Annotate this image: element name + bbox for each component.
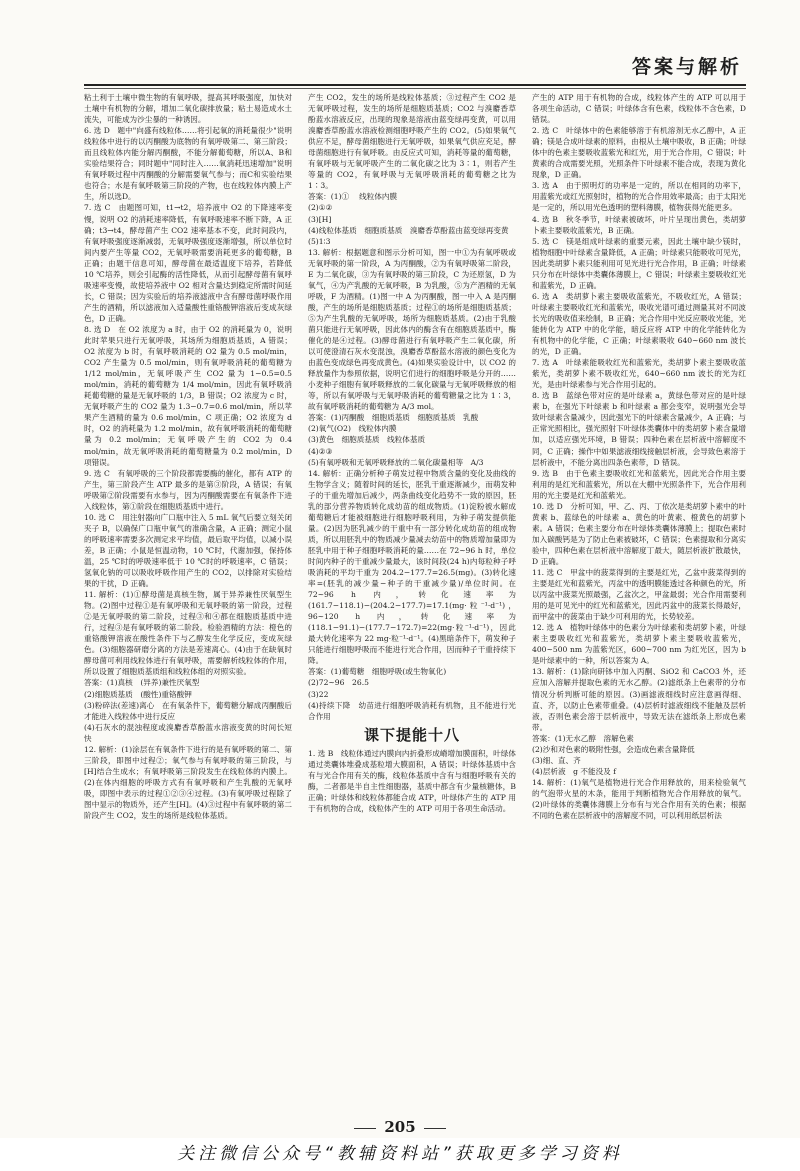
header-rule-thin xyxy=(84,88,746,89)
paragraph: 7. 选 A 叶绿素能吸收红光和蓝紫光，类胡萝卜素主要吸收蓝紫光，类胡萝卜素不吸收红光，640~660 nm 波长的光为红光，是由叶绿素参与光合作用引起的。 xyxy=(532,358,746,390)
paragraph: 10. 选 D 分析可知，甲、乙、丙、丁依次是类胡萝卜素中的叶黄素 b、蓝绿色的叶绿素 a、黄色的叶黄素、橙黄色的胡萝卜素。A 错误；色素主要分布在叶绿体类囊体薄膜上；提取色素时加入碳酸钙是为了防止色素被破坏，C 错误；色素提取和分离实验中，四种色素在层析液中溶解度丁最大，随层析液扩散最快，D 正确。 xyxy=(532,501,746,566)
paragraph: 7. 选 C 由题图可知，t1→t2，培养液中 O2 的下降速率变慢，说明 O2 的消耗速率降低，有氧呼吸速率不断下降，A 正确；t3→t4，酵母菌产生 CO2 速率基本不变，此时间段内，有氧呼吸强度逐渐减弱，无氧呼吸强度逐渐增强，所以单位时间内要产生等量 CO2，无氧呼吸需要消耗更多的葡萄糖，B 正确；由题干信息可知，酵母菌在最适温度下培养，若降低 10 ℃培养，则会引起酶的活性降低，从而引起酵母菌有氧呼吸速率变慢，故使培养液中 O2 相对含量达到稳定所需时间延长，C 错误；因为实验后的培养液滤液中含有酵母菌呼吸作用产生的酒精，所以滤液加入适量酸性重铬酸钾溶液后变成灰绿色，D 正确。 xyxy=(84,203,292,323)
header-title: 答案与解析 xyxy=(631,56,742,78)
answer-line: 答案：(1)① 线粒体内膜 xyxy=(308,192,398,202)
paragraph: 粘土利于土壤中微生物的有氧呼吸，提高其呼吸强度，加快对土壤中有机物的分解，增加二氧化碳排放量；粘土易造成水土流失，可能成为沙尘暴的一种诱因。 xyxy=(84,93,292,125)
answer-line: (3)细、直、齐 xyxy=(532,755,581,765)
answer-line: 答案：(1)真核 (异养)兼性厌氧型 xyxy=(84,678,200,688)
answer-line: 答案：(1)葡萄糖 细胞呼吸(或生物氧化) xyxy=(308,667,447,677)
page-number-dash-right xyxy=(424,1128,446,1129)
paragraph: 13. 解析：根据题意和图示分析可知，图一中①为有氧呼吸或无氧呼吸的第一阶段，A 为丙酮酸，②为有氧呼吸第二阶段，E 为二氧化碳，③为有氧呼吸的第三阶段，C 为还原氢，D 为氧气，④为产乳酸的无氧呼吸，B 为乳酸，⑤为产酒精的无氧呼吸，F 为酒精。(1)图一中 A 为丙酮酸，图一中入 A 是丙酮酸，产生的场所是细胞质基质；过程①的场所是细胞质基质；⑤为产生乳酸的无氧呼吸，场所为细胞质基质。(2)由于乳酸菌只能进行无氧呼吸，因此体内的酶含有在细胞质基质中，酶催化的是④过程。(3)酵母菌进行有氧呼吸产生二氧化碳，所以可使澄清石灰水变混浊，溴麝香草酚蓝水溶液的颜色变化为由蓝色变成绿色再变成黄色。(4)如果实验设计中，以 CO2 的释放量作为参照依据，说明它们进行的细胞呼吸是分开的……小麦种子细胞有氧呼吸释放的二氧化碳量与无氧呼吸释放的相等，所以有氧呼吸与无氧呼吸消耗的葡萄糖量之比为 1∶3，故有氧呼吸消耗的葡萄糖为 A/3 mol。 xyxy=(308,247,516,412)
answer-line: (2)细胞质基质 (酸性)重铬酸钾 xyxy=(84,689,192,699)
header-rule xyxy=(84,84,746,86)
paragraph: 8. 选 B 蓝绿色带对应的是叶绿素 a，黄绿色带对应的是叶绿素 b，在强光下叶绿素 b 和叶绿素 a 都会变窄，说明强光会导致叶绿素含量减少，因此强光下的叶绿素含量减少，A 正确；与正常光照相比，强光照射下叶绿体类囊体中的类胡萝卜素含量增加，以适应强光环境，B 错误；四种色素在层析液中溶解度不同，C 正确；操作中如果滤液细线接触层析液，会导致色素溶于层析液中，不能分离出四条色素带，D 错误。 xyxy=(532,391,746,467)
answer-line: (3)[H] xyxy=(308,214,332,224)
paragraph: 11. 解析：(1)①酵母菌是真核生物，属于异养兼性厌氧型生物。(2)图中过程①是有氧呼吸和无氧呼吸的第一阶段，过程②是无氧呼吸的第二阶段，过程③和④都在细胞质基质中进行，过程③是有氧呼吸的第二阶段。检验酒精的方法：橙色的重铬酸钾溶液在酸性条件下与乙醇发生化学反应，变成灰绿色。(3)细胞器研磨分离的方法是差速离心。(4)由于在缺氧时酵母菌可利用线粒体进行有氧呼吸，需要解析线粒体的作用，所以设置了细胞质基质组和线粒体组的对照实验。 xyxy=(84,590,292,677)
paragraph: 5. 选 C 镁是组成叶绿素的重要元素，因此土壤中缺少镁时，植物细胞中叶绿素含量降低，A 正确；叶绿素只能吸收可见光，因此类胡萝卜素只能利用可见光进行光合作用，B 正确；叶绿素只分布在叶绿体中类囊体薄膜上，C 错误；叶绿素主要吸收红光和蓝紫光，D 正确。 xyxy=(532,236,746,290)
answer-line: (2)沙和对色素的吸附性强，会造成色素含量降低 xyxy=(532,744,695,754)
answer-line: (4)线粒体基质 细胞质基质 溴麝香草酚蓝由蓝变绿再变黄 xyxy=(308,225,509,235)
paragraph: 10. 选 C 用注射器向广口瓶中注入 5 mL 氧气后要立刻关闭夹子 B，以确保广口瓶中氧气的准确含量，A 正确；测定小鼠的呼吸速率需要多次测定求平均值，最后取平均值，以减小误差，B 正确；小鼠是恒温动物，10 ℃时，代谢加强，保持体温，25 ℃时的呼吸速率低于 10 ℃时的呼吸速率，C 错误；氢氧化钠的可以吸收呼吸作用产生的 CO2，以排除对实验结果的干扰，D 正确。 xyxy=(84,512,292,589)
paragraph: 1. 选 B 线粒体通过内膜向内折叠形成嵴增加膜面积，叶绿体通过类囊体堆叠成基粒增大膜面积，A 错误；叶绿体基质中含有与光合作用有关的酶，线粒体基质中含有与细胞呼吸有关的酶，二者都是半自主性细胞器，基质中都含有少量核糖体，B 正确；叶绿体和线粒体都能合成 ATP，叶绿体产生的 ATP 用于有机物的合成，线粒体产生的 ATP 可用于各项生命活动。 xyxy=(308,748,516,813)
paragraph: 13. 解析：(1)除向研钵中加入丙酮、SiO2 和 CaCO3 外，还应加入溶解并提取色素的无水乙醇。(2)滤纸条上色素带的分布情况分析判断可能的原因。(3)画滤液细线时应注意画得细、直、齐，以防止色素带重叠。(4)层析时滤液细线不能触及层析液，否则色素会溶于层析液中，导致无法在滤纸条上形成色素带。 xyxy=(532,667,746,732)
page-number: 205 xyxy=(384,1118,416,1136)
answer-line: (2)①② xyxy=(308,203,333,213)
answer-line: (4)②③ xyxy=(308,446,333,456)
answer-line: 答案：(1)无水乙醇 溶解色素 xyxy=(532,733,634,743)
paragraph: 9. 选 B 由于色素主要吸收红光和蓝紫光，因此光合作用主要利用的是红光和蓝紫光，所以在大棚中光照条件下，光合作用利用的光主要是红光和蓝紫光。 xyxy=(532,468,746,500)
page-number-dash-left xyxy=(354,1128,376,1129)
column-middle xyxy=(308,92,516,1112)
answer-line: (2)氧气(O2) 线粒体内膜 xyxy=(308,424,397,434)
paragraph: 9. 选 C 有氧呼吸的三个阶段都需要酶的催化，都有 ATP 的产生，第三阶段产生 ATP 最多的是第③阶段，A 错误；有氧呼吸第②阶段需要有水参与，因为丙酮酸需要在有氧条件下进入线粒体，第①阶段在细胞质基质中进行。 xyxy=(84,468,292,511)
answer-line: 答案：(1)丙酮酸 细胞质基质 细胞质基质 乳酸 xyxy=(308,413,479,423)
paragraph: 产生 CO2，发生的场所是线粒体基质；③过程产生 CO2 是无氧呼吸过程，发生的场所是细胞质基质；CO2 与溴麝香草酚蓝水溶液反应，出现的现象是溶液由蓝变绿再变黄，可以用溴麝香草酚蓝水溶液检测细胞呼吸产生的 CO2。(5)如果氧气供应不足，酵母菌细胞进行无氧呼吸，如果氧气供应充足，酵母菌细胞进行有氧呼吸。由反应式可知，消耗等量的葡萄糖，有氧呼吸与无氧呼吸产生的二氧化碳之比为 3∶1，则若产生等量的 CO2，有氧呼吸与无氧呼吸消耗的葡萄糖之比为 1∶3。 xyxy=(308,93,516,191)
paragraph: 6. 选 D 题中"向盛有线粒体……将引起氧的消耗量很少"说明线粒体中进行的以丙酮酸为底物的有氧呼吸第二、第三阶段；而且线粒体内能分解丙酮酸，不能分解葡萄糖，所以A、B和实验结果符合；同时题中"同时注入……氧消耗迅速增加"说明有氧呼吸过程中丙酮酸的分解需要氧气参与；而C和实验结果也符合；水是有氧呼吸第三阶段的产物，也在线粒体内膜上产生，所以选D。 xyxy=(84,126,292,202)
footer-note: 关注微信公众号“教辅资料站”获取更多学习资料 xyxy=(0,1138,800,1171)
paragraph: 6. 选 A 类胡萝卜素主要吸收蓝紫光，不吸收红光，A 错误；叶绿素主要吸收红光和蓝紫光，吸收光谱可通过测量其对不同波长光的吸收值来绘制，B 正确；光合作用中光反应吸收光能，光能转化为 ATP 中的化学能，暗反应将 ATP 中的化学能转化为有机物中的化学能，C 正确；叶绿素吸收 640~660 nm 波长的光，D 正确。 xyxy=(532,291,746,357)
paragraph: 产生的 ATP 用于有机物的合成，线粒体产生的 ATP 可以用于各项生命活动，C 错误；叶绿体含有色素，线粒体不含色素，D 错误。 xyxy=(532,93,746,125)
paragraph: 12. 选 A 植物叶绿体中的色素分为叶绿素和类胡萝卜素，叶绿素主要吸收红光和蓝紫光，类胡萝卜素主要吸收蓝紫光，400~500 nm 为蓝紫光区，600~700 nm 为红光区，因为 b 是叶绿素中的一种，所以答案为 A。 xyxy=(532,623,746,666)
answer-line: (5)1∶3 xyxy=(308,236,331,246)
answer-line: (4)石灰水的混浊程度或溴麝香草酚蓝水溶液变黄的时间长短 快 xyxy=(84,722,300,743)
paragraph: 11. 选 C 甲盆中的菠菜得到的主要是红光，乙盆中菠菜得到的主要是红光和蓝紫光，丙盆中的透明膜能透过各种颜色的光，所以丙盆中菠菜光照最强，乙盆次之，甲盆最弱；光合作用需要利用的是可见光中的红光和蓝紫光，因此丙盆中的菠菜长得最好，而甲盆中的菠菜由于缺少可利用的光，长势较差。 xyxy=(532,568,746,622)
paragraph: 14. 解析：(1)氧气是植物进行光合作用释放的，用来检验氧气的气泡带火星的木条，能用于判断植物光合作用释放的氧气。(2)叶绿体的类囊体薄膜上分布有与光合作用有关的色素；根据不同的色素在层析液中的溶解度不同，可以利用纸层析法 xyxy=(532,777,746,821)
paragraph: 3. 选 A 由于照明灯的功率是一定的，所以在相同的功率下，用蓝紫光或红光照射时，植物的光合作用效率最高；由于太阳光是一定的，所以用光色透明的塑料薄膜，植物获得光能更多。 xyxy=(532,181,746,213)
paragraph: 4. 选 B 秋冬季节，叶绿素被破坏，叶片呈现出黄色，类胡萝卜素主要吸收蓝紫光，B 正确。 xyxy=(532,214,746,235)
column-right xyxy=(532,92,746,1112)
answer-line: (2)72~96 26.5 xyxy=(308,678,369,688)
paragraph: 14. 解析：正确分析种子萌发过程中物质含量的变化及曲线的生物学含义；随着时间的延长，胚乳干重逐渐减少，而萌发种子的干重先增加后减少，两条曲线变化趋势不一致的原因，胚乳的部分营养物质转化成幼苗的组成物质。(1)淀粉被水解成葡萄糖后才能被细胞进行细胞呼吸利用，为种子萌发提供能量。(2)因为胚乳减少的干重中有一部分转化成幼苗的组成物质，所以用胚乳中的物质减少量减去幼苗中的物质增加量即为胚乳中用于种子细胞呼吸消耗的量……在 72~96 h 时，单位时间内种子的干重减少量最大，该时间段(24 h)内每粒种子呼吸消耗的平均干重为 204.2−177.7=26.5(mg)。(3)转化速率=(胚乳的减少量−种子的干重减少量)/单位时间。在 72~96 h 内，转化速率为(161.7−118.1)−(204.2−177.7)=17.1(mg·粒⁻¹·d⁻¹)，96~120 h 内，转化速率为(118.1−91.1)−(177.7−172.7)=22(mg·粒⁻¹·d⁻¹)，因此最大转化速率为 22 mg·粒⁻¹·d⁻¹。(4)黑暗条件下，萌发种子只能进行细胞呼吸而不能进行光合作用，因而种子干重持续下降。 xyxy=(308,468,516,666)
column-left xyxy=(84,92,300,1112)
section-title: 课下提能十八 xyxy=(363,725,460,744)
answer-line: (4)持续下降 幼苗进行细胞呼吸消耗有机物，且不能进行光合作用 xyxy=(308,700,516,721)
answer-line: (3)22 xyxy=(308,689,329,699)
paragraph: 8. 选 D 在 O2 浓度为 a 时，由于 O2 的消耗量为 0，说明此时苹果只进行无氧呼吸，其场所为细胞质基质，A 错误；O2 浓度为 b 时，有氧呼吸消耗的 O2 量为 0.5 mol/min，CO2 产生量为 0.5 mol/min，则有氧呼吸消耗的葡萄糖为 1/12 mol/min，无氧呼吸产生 CO2 量为 1−0.5=0.5 mol/min，消耗的葡萄糖为 1/4 mol/min，因此有氧呼吸消耗葡萄糖的量是无氧呼吸的 1/3，B 错误；O2 浓度为 c 时，无氧呼吸产生的 CO2 量为 1.3−0.7=0.6 mol/min，所以苹果产生酒精的量为 0.6 mol/min，C 项正确；O2 浓度为 d 时，O2 的消耗量为 1.2 mol/min，故有氧呼吸消耗的葡萄糖量为 0.2 mol/min；无氧呼吸产生的 CO2 为 0.4 mol/min，故无氧呼吸消耗的葡萄糖量为 0.2 mol/min，D 项错误。 xyxy=(84,324,292,467)
answer-line: (3)粉碎法(差速)离心 在有氧条件下，葡萄糖分解成丙酮酸后才能进入线粒体中进行反应 xyxy=(84,700,292,721)
answer-line: (5)有氧呼吸和无氧呼吸释放的二氧化碳量相等 A/3 xyxy=(308,457,484,467)
paragraph: 2. 选 C 叶绿体中的色素能够溶于有机溶剂无水乙醇中，A 正确；镁是合成叶绿素的原料，由根从土壤中吸收，B 正确；叶绿体中的色素主要吸收蓝紫光和红光，用于光合作用，C 错误；叶黄素的合成需要光照，光照条件下叶绿素不能合成，表现为黄化现象，D 正确。 xyxy=(532,126,746,180)
answer-line: (3)黄色 细胞质基质 线粒体基质 xyxy=(308,435,426,445)
answer-line: (4)层析液 g 不能没及 f xyxy=(532,766,617,776)
paragraph: 12. 解析：(1)涂层在有氧条件下进行的是有氧呼吸的第二、第三阶段，即图中过程②；氧气参与有氧呼吸的第三阶段，与[H]结合生成水；有氧呼吸第三阶段发生在线粒体的内膜上。(2)在体内细胞的呼吸方式有有氧呼吸和产生乳酸的无氧呼吸，即图中表示的过程①②③④过程。(3)有氧呼吸过程除了图中显示的物质外，还产生[H]。(4)③过程中有氧呼吸的第二阶段产生 CO2，发生的场所是线粒体基质。 xyxy=(84,744,292,821)
page-number-row xyxy=(0,1118,800,1136)
